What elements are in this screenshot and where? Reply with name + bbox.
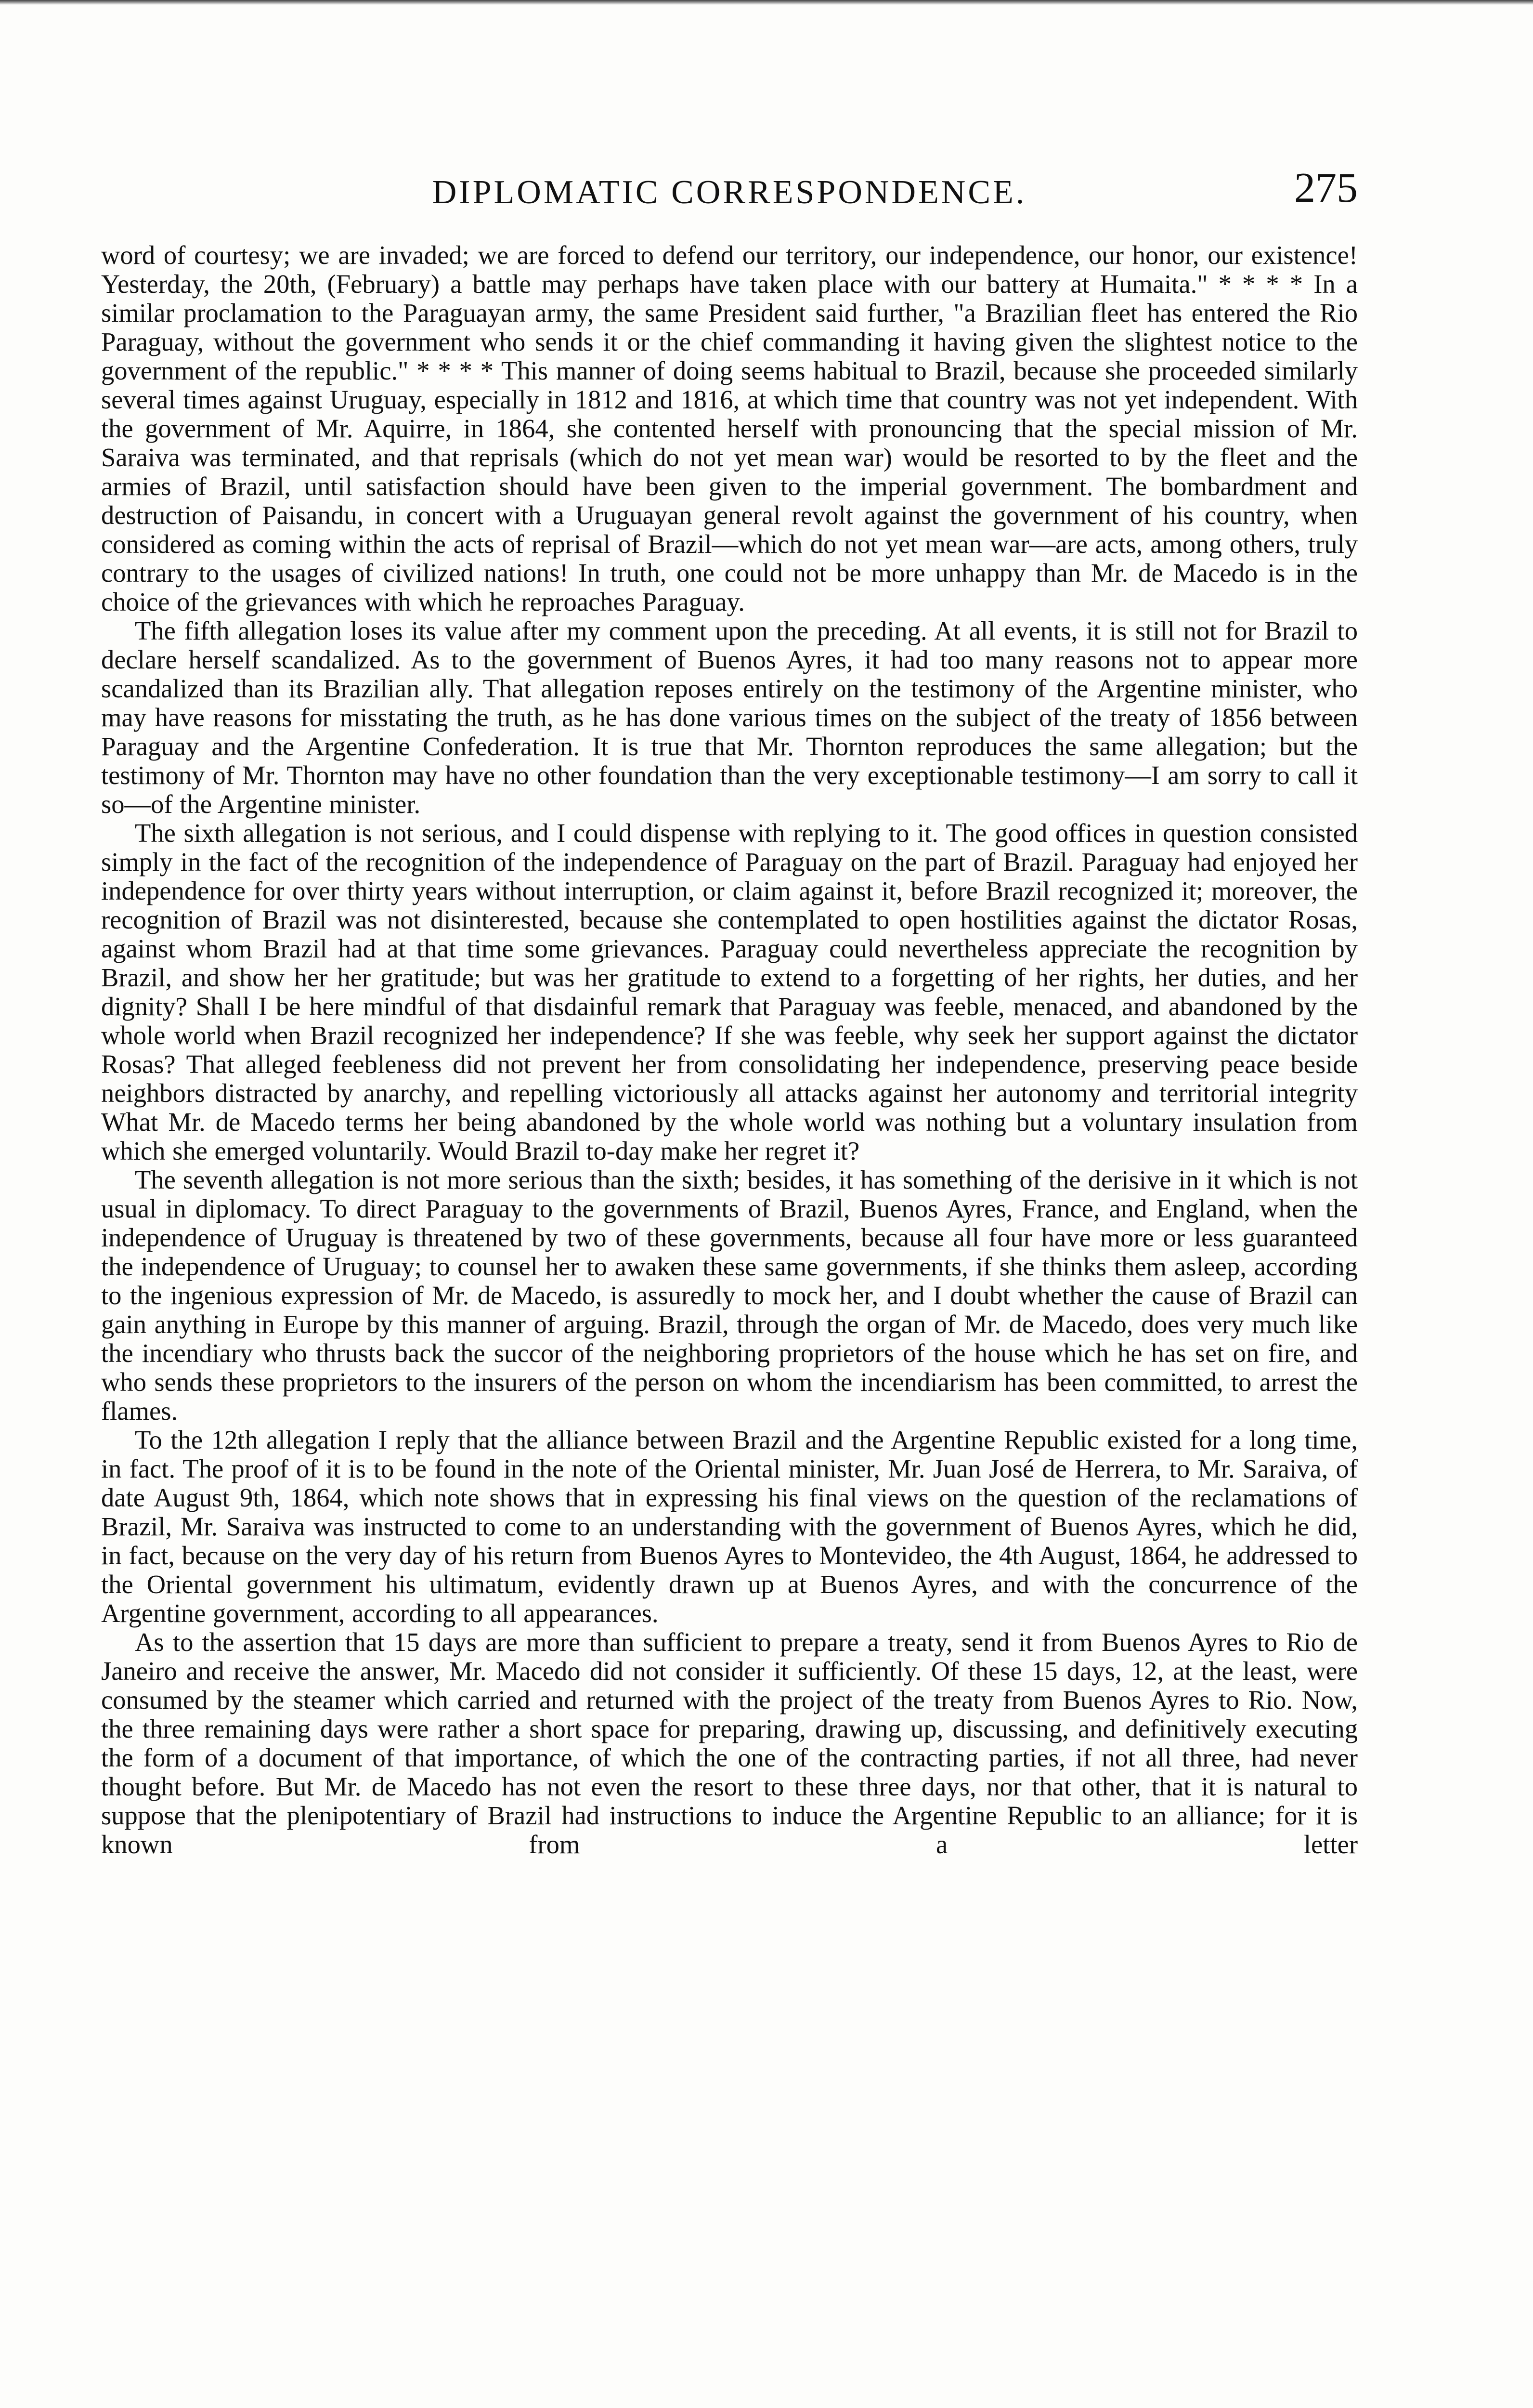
page-number: 275 — [1294, 165, 1358, 211]
paragraph-continued: word of courtesy; we are invaded; we are forced to defend our territory, our independence, our honor, our existence! Yesterday, the 20th, (February) a battle may perhaps have taken place with our battery at Humaita." * * * * In a similar proclamation to the Paraguayan army, the same President said further, "a Brazilian fleet has entered the Rio Paraguay, without the government who sends it or the chief commanding it having given the slightest notice to the government of the republic." * * * * This manner of doing seems habitual to Brazil, because she proceeded similarly several times against Uruguay, especially in 1812 and 1816, at which time that country was not yet independent. With the government of Mr. Aquirre, in 1864, she contented herself with pronouncing that the special mission of Mr. Saraiva was terminated, and that reprisals (which do not yet mean war) would be resorted to by the fleet and the armies of Brazil, until satisfaction should have been given to the imperial government. The bombardment and destruction of Paisandu, in concert with a Uruguayan general revolt against the government of his country, when considered as coming within the acts of reprisal of Brazil—which do not yet mean war—are acts, among others, truly contrary to the usages of civilized nations! In truth, one could not be more unhappy than Mr. de Macedo is in the choice of the grievances with which he reproaches Paraguay. — [101, 240, 1358, 616]
scan-edge-mark — [0, 0, 1533, 5]
paragraph-fifth-allegation: The fifth allegation loses its value after my comment upon the preceding. At all events, it is still not for Brazil to declare herself scandalized. As to the government of Buenos Ayres, it had too many reasons not to appear more scandalized than its Brazilian ally. That allegation reposes entirely on the testimony of the Argentine minister, who may have reasons for misstating the truth, as he has done various times on the subject of the treaty of 1856 between Paraguay and the Argentine Confederation. It is true that Mr. Thornton reproduces the same allegation; but the testimony of Mr. Thornton may have no other foundation than the very exceptionable testimony—I am sorry to call it so—of the Argentine minister. — [101, 616, 1358, 819]
paragraph-sixth-allegation: The sixth allegation is not serious, and I could dispense with replying to it. The good offices in question consisted simply in the fact of the recognition of the independence of Paraguay on the part of Brazil. Paraguay had enjoyed her independence for over thirty years without interruption, or claim against it, before Brazil recognized it; moreover, the recognition of Brazil was not disinterested, because she contemplated to open hostilities against the dictator Rosas, against whom Brazil had at that time some grievances. Paraguay could nevertheless appreciate the recognition by Brazil, and show her her gratitude; but was her gratitude to extend to a forgetting of her rights, her duties, and her dignity? Shall I be here mindful of that disdainful remark that Paraguay was feeble, menaced, and abandoned by the whole world when Brazil recognized her independence? If she was feeble, why seek her support against the dictator Rosas? That alleged feebleness did not prevent her from consolidating her independence, preserving peace beside neighbors distracted by anarchy, and repelling victoriously all attacks against her autonomy and territorial integrity What Mr. de Macedo terms her being abandoned by the whole world was nothing but a voluntary insulation from which she emerged voluntarily. Would Brazil to-day make her regret it? — [101, 818, 1358, 1165]
paragraph-seventh-allegation: The seventh allegation is not more serious than the sixth; besides, it has something of the derisive in it which is not usual in diplomacy. To direct Paraguay to the governments of Brazil, Buenos Ayres, France, and England, when the independence of Uruguay is threatened by two of these governments, because all four have more or less guaranteed the independence of Uruguay; to counsel her to awaken these same governments, if she thinks them asleep, according to the ingenious expression of Mr. de Macedo, is assuredly to mock her, and I doubt whether the cause of Brazil can gain anything in Europe by this manner of arguing. Brazil, through the organ of Mr. de Macedo, does very much like the incendiary who thrusts back the succor of the neighboring proprietors of the house which he has set on fire, and who sends these proprietors to the insurers of the person on whom the incendiarism has been committed, to arrest the flames. — [101, 1165, 1358, 1426]
paragraph-twelfth-allegation: To the 12th allegation I reply that the alliance between Brazil and the Argentine Republic existed for a long time, in fact. The proof of it is to be found in the note of the Oriental minister, Mr. Juan José de Herrera, to Mr. Saraiva, of date August 9th, 1864, which note shows that in expressing his final views on the question of the reclamations of Brazil, Mr. Saraiva was instructed to come to an understanding with the government of Buenos Ayres, which he did, in fact, because on the very day of his return from Buenos Ayres to Montevideo, the 4th August, 1864, he addressed to the Oriental government his ultimatum, evidently drawn up at Buenos Ayres, and with the concurrence of the Argentine government, according to all appearances. — [101, 1425, 1358, 1628]
body-text — [101, 241, 1358, 1859]
running-head: DIPLOMATIC CORRESPONDENCE. — [432, 174, 1027, 211]
page-header — [101, 164, 1358, 217]
paragraph-fifteen-days: As to the assertion that 15 days are more than sufficient to prepare a treaty, send it from Buenos Ayres to Rio de Janeiro and receive the answer, Mr. Macedo did not consider it sufficiently. Of these 15 days, 12, at the least, were consumed by the steamer which carried and returned with the project of the treaty from Buenos Ayres to Rio. Now, the three remaining days were rather a short space for preparing, drawing up, discussing, and definitively executing the form of a document of that importance, of which the one of the contracting parties, if not all three, had never thought before. But Mr. de Macedo has not even the resort to these three days, nor that other, that it is natural to suppose that the plenipotentiary of Brazil had instructions to induce the Argentine Republic to an alliance; for it is known from a letter — [101, 1627, 1358, 1859]
